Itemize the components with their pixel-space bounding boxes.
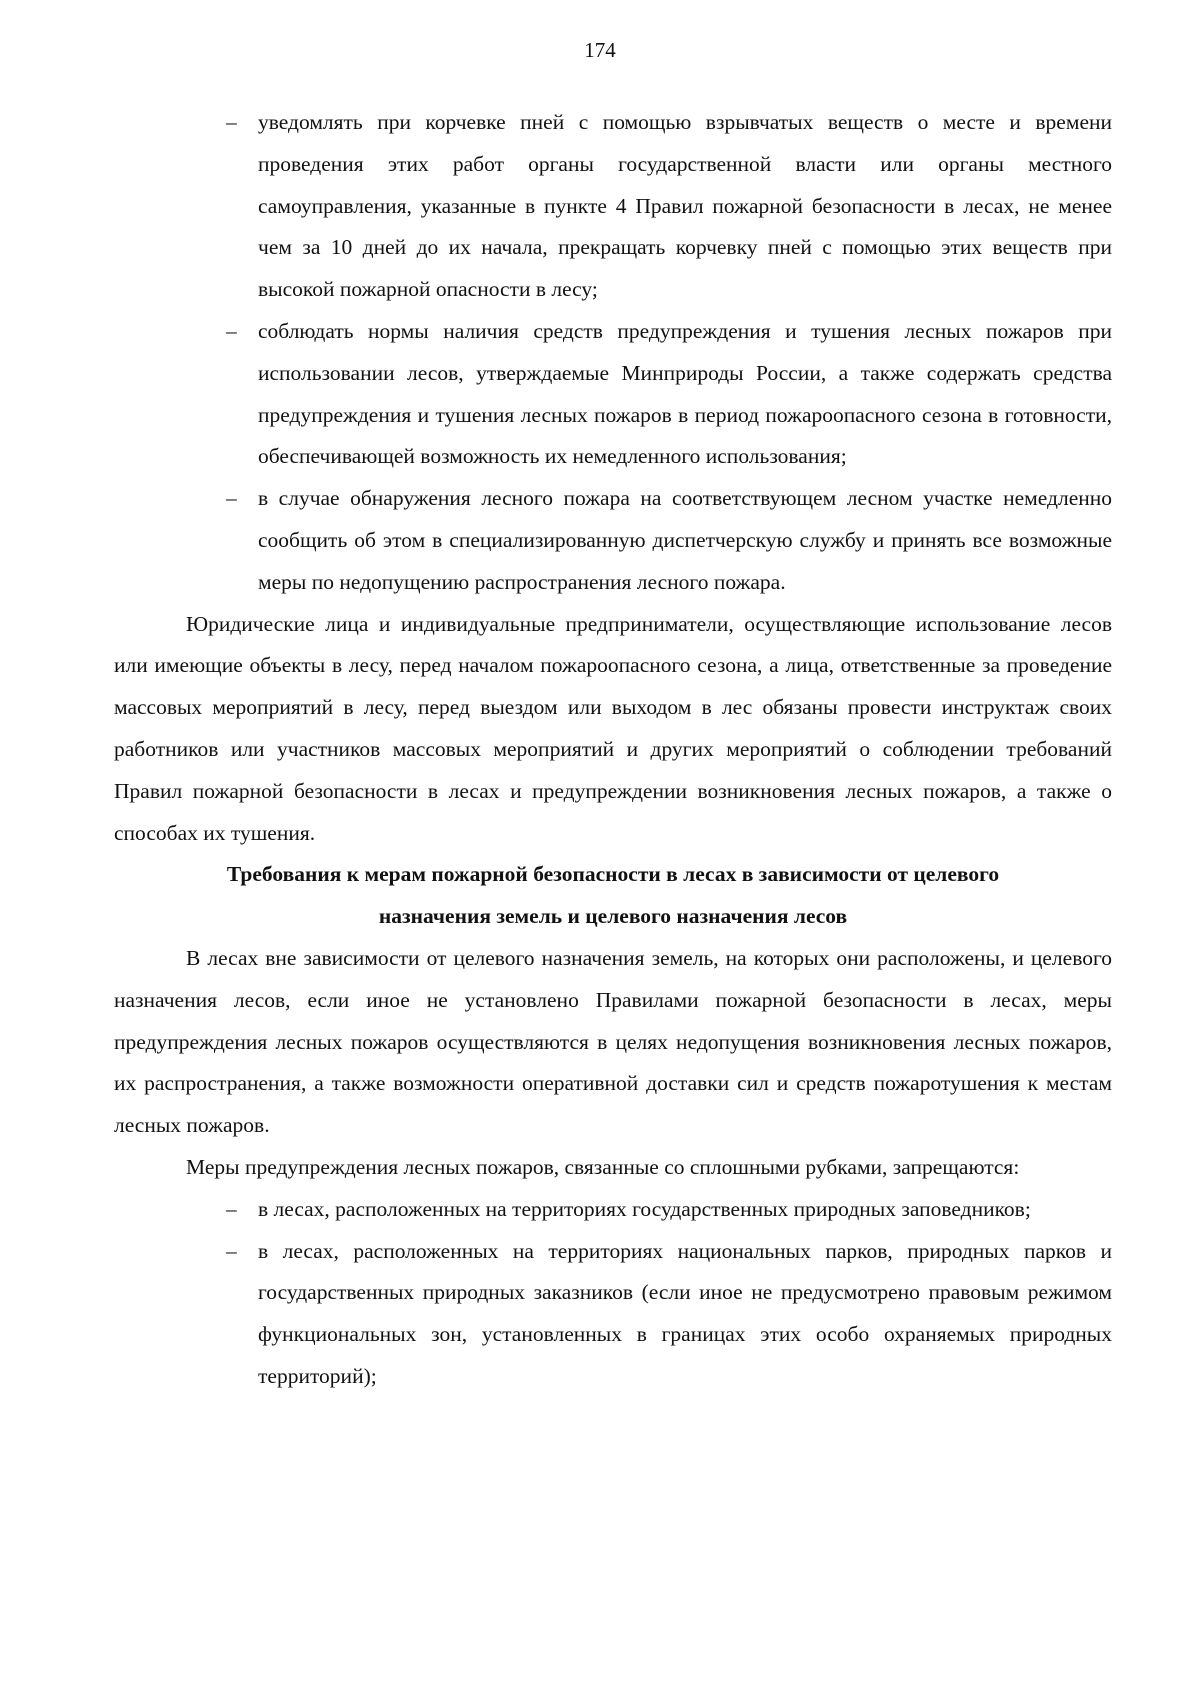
list-item — [114, 311, 1112, 478]
page-number: 174 — [584, 38, 616, 62]
list-item — [114, 478, 1112, 603]
list-item-text: соблюдать нормы наличия средств предупреждения и тушения лесных пожаров при использовании лесов, утверждаемые Минприроды России, а также содержать средства предупреждения и тушения лесных пожаров в период пожароопасного сезона в готовности, обеспечивающей возможность их немедленного использования; — [258, 318, 1112, 469]
list-item — [114, 1189, 1112, 1231]
paragraph-clear-cutting: Меры предупреждения лесных пожаров, связанные со сплошными рубками, запрещаются: — [186, 1154, 1020, 1179]
prohibitions-list — [114, 1189, 1112, 1398]
obligations-list — [114, 102, 1112, 604]
list-dash: – — [226, 318, 237, 343]
paragraph-legal-entities: Юридические лица и индивидуальные предприниматели, осуществляющие использование лесов или имеющие объекты в лесу, перед началом пожароопасного сезона, а лица, ответственные за проведение массовых мероприятий в лесу, перед выездом или выходом в лес обязаны провести инструктаж своих работников или участников массовых мероприятий и других мероприятий о соблюдении требований Правил пожарной безопасности в лесах и предупреждении возникновения лесных пожаров, а также о способах их тушения. — [114, 611, 1112, 845]
list-dash: – — [226, 1196, 237, 1221]
list-item-text: в случае обнаружения лесного пожара на соответствующем лесном участке немедленно сообщить об этом в специализированную диспетчерскую службу и принять все возможные меры по недопущению распространения лесного пожара. — [258, 486, 1112, 594]
list-item-text: в лесах, расположенных на территориях государственных природных заповедников; — [258, 1196, 1031, 1221]
page-content — [114, 102, 1112, 1398]
list-item-text: в лесах, расположенных на территориях национальных парков, природных парков и государственных природных заказников (если иное не предусмотрено правовым режимом функциональных зон, установленных в границах этих особо охраняемых природных территорий); — [258, 1238, 1112, 1388]
list-dash: – — [226, 1238, 237, 1263]
list-dash: – — [226, 110, 237, 134]
paragraph-prevention-measures: В лесах вне зависимости от целевого назначения земель, на которых они расположены, и целевого назначения лесов, если иное не установлено Правилами пожарной безопасности в лесах, меры предупреждения лесных пожаров осуществляются в целях недопущения возникновения лесных пожаров, их распространения, а также возможности оперативной доставки сил и средств пожаротушения к местам лесных пожаров. — [114, 945, 1112, 1138]
section-heading: Требования к мерам пожарной безопасности в лесах в зависимости от целевого назначения земель и целевого назначения лесов — [226, 862, 1000, 929]
list-dash: – — [226, 486, 237, 511]
list-item — [114, 102, 1112, 311]
list-item-text: уведомлять при корчевке пней с помощью взрывчатых веществ о месте и времени проведения этих работ органы государственной власти или органы местного самоуправления, указанные в пункте 4 Правил пожарной безопасности в лесах, не менее чем за 10 дней до их начала, прекращать корчевку пней с помощью этих веществ при высокой пожарной опасности в лесу; — [258, 110, 1112, 302]
list-item — [114, 1231, 1112, 1398]
